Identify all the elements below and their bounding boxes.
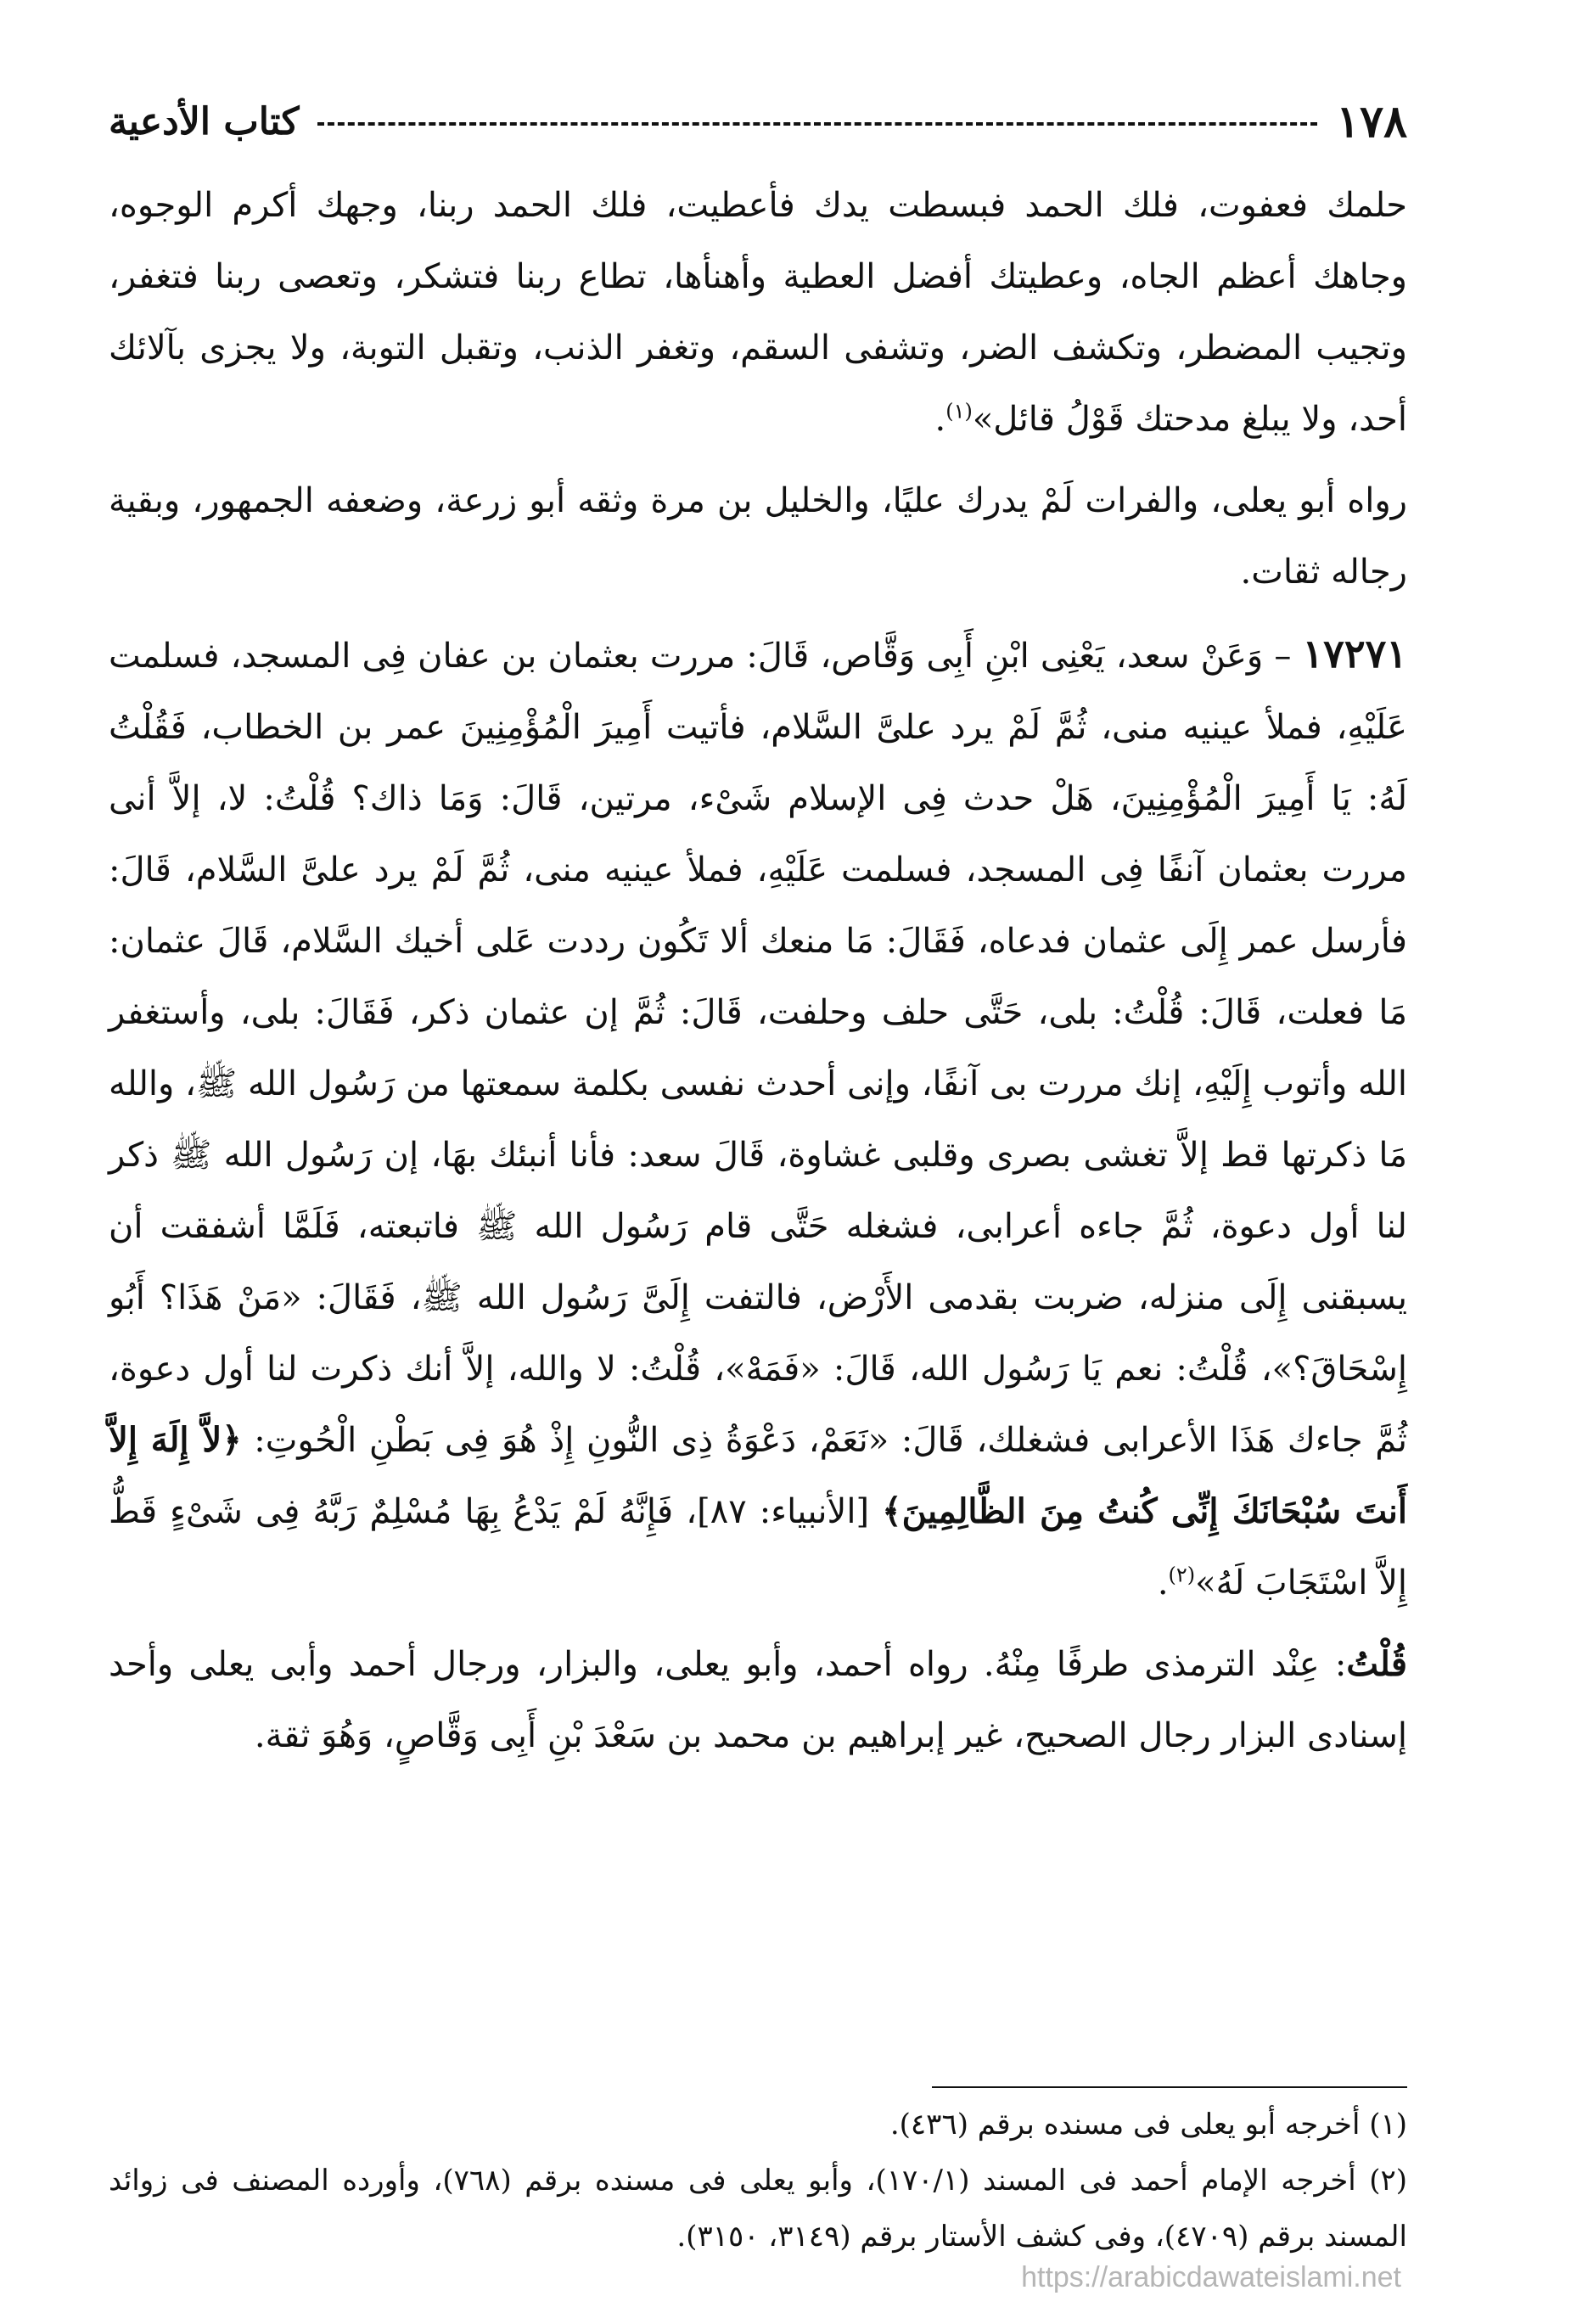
footnotes	[109, 2097, 1407, 2265]
commentary-label: قُلْتُ	[1346, 1644, 1407, 1684]
paragraph-text: حلمك فعفوت، فلك الحمد فبسطت يدك فأعطيت، فلك الحمد ربنا، وجهك أكرم الوجوه، وجاهك أعظم الجاه، وعطيتك أفضل العطية وأهنأها، تطاع ربنا فتشكر، وتعصى ربنا فتغفر، وتجيب المضطر، وتكشف الضر، وتشفى السقم، وتغفر الذنب، وتقبل التوبة، ولا يجزى بآلائك أحد، ولا يبلغ مدحتك قَوْلُ قائل»	[109, 186, 1407, 439]
quran-verse: ﴿لاَّ إِلَهَ إِلاَّ أَنتَ سُبْحَانَكَ إِنِّى كُنتُ مِنَ الظَّالِمِينَ﴾	[109, 1420, 1407, 1531]
footnote-1: (١) أخرجه أبو يعلى فى مسنده برقم (٤٣٦).	[889, 2108, 1407, 2142]
hadith-text: – وَعَنْ سعد، يَعْنِى ابْنِ أَبِى وَقَّاص، قَالَ: مررت بعثمان بن عفان فِى المسجد، فسلمت عَلَيْهِ، فملأ عينيه منى، ثُمَّ لَمْ يرد علىَّ السَّلام، فأتيت أَمِيرَ الْمُؤْمِنِينَ عمر بن الخطاب، فَقُلْتُ لَهُ: يَا أَمِيرَ الْمُؤْمِنِينَ، هَلْ حدث فِى الإسلام شَىْء، مرتين، قَالَ: وَمَا ذاك؟ قُلْتُ: لا، إلاَّ أنى مررت بعثمان آنفًا فِى المسجد، فسلمت عَلَيْهِ، فملأ عينيه منى، ثُمَّ لَمْ يرد علىَّ السَّلام، قَالَ: فأرسل عمر إِلَى عثمان فدعاه، فَقَالَ: مَا منعك ألا تَكُون رددت عَلى أخيك السَّلام، قَالَ عثمان: مَا فعلت، قَالَ: قُلْتُ: بلى، حَتَّى حلف وحلفت، قَالَ: ثُمَّ إن عثمان ذكر، فَقَالَ: بلى، وأستغفر الله وأتوب إِلَيْهِ، إنك مررت بى آنفًا، وإنى أحدث نفسى بكلمة سمعتها من رَسُول الله ﷺ، والله مَا ذكرتها قط إلاَّ تغشى بصرى وقلبى غشاوة، قَالَ سعد: فأنا أنبئك بهَا، إن رَسُول الله ﷺ ذكر لنا أول دعوة، ثُمَّ جاءه أعرابى، فشغله حَتَّى قام رَسُول الله ﷺ فاتبعته، فَلَمَّا أشفقت أن يسبقنى إِلَى منزله، ضربت بقدمى الأَرْض، فالتفت إِلَىَّ رَسُول الله ﷺ، فَقَالَ: «مَنْ هَذَا؟ أَبُو إِسْحَاقَ؟»، قُلْتُ: نعم يَا رَسُول الله، قَالَ: «فَمَهْ»، قُلْتُ: لا والله، إلاَّ أنك ذكرت لنا أول دعوة، ثُمَّ جاءك هَذَا الأعرابى فشغلك، قَالَ: «نَعَمْ، دَعْوَةُ ذِى النُّونِ إِذْ هُوَ فِى بَطْنِ الْحُوتِ:	[109, 637, 1407, 1460]
footnote-separator	[932, 2086, 1407, 2088]
footnote-ref-2: (٢)	[1168, 1563, 1196, 1587]
commentary-text: : عِنْد الترمذى طرفًا مِنْهُ. رواه أحمد، وأبو يعلى، والبزار، ورجال أحمد وأبى يعلى وأحد إسنادى البزار رجال الصحيح، غير إبراهيم بن محمد بن سَعْدَ بْنِ أَبِى وَقَّاصٍ، وَهُوَ ثقة.	[109, 1645, 1407, 1755]
footnote-2: (٢) أخرجه الإمام أحمد فى المسند (١٧٠/١)، وأبو يعلى فى مسنده برقم (٧٦٨)، وأورده المصنف فى زوائد المسند برقم (٤٧٠٩)، وفى كشف الأستار برقم (٣١٤٩، ٣١٥٠).	[109, 2164, 1408, 2254]
paragraph-supplication: حلمك فعفوت، فلك الحمد فبسطت يدك فأعطيت، فلك الحمد ربنا، وجهك أكرم الوجوه، وجاهك أعظم الجاه، وعطيتك أفضل العطية وأهنأها، تطاع ربنا فتشكر، وتعصى ربنا فتغفر، وتجيب المضطر، وتكشف الضر، وتشفى السقم، وتغفر الذنب، وتقبل التوبة، ولا يجزى بآلائك أحد، ولا يبلغ مدحتك قَوْلُ قائل»$^{(١)}$.	[109, 186, 1407, 439]
header-dashed-rule	[317, 122, 1317, 126]
footnote-ref-1: (١)	[945, 399, 973, 424]
page-number: ١٧٨	[1336, 95, 1407, 148]
chapter-title: كتاب الأدعية	[109, 99, 300, 143]
body-text	[109, 170, 1407, 1782]
hadith-text-end: [الأنبياء: ٨٧]، فَإِنَّهُ لَمْ يَدْعُ بِهَا مُسْلِمٌ رَبَّهُ فِى شَىْءٍ قَطُّ إِلاَّ اسْتَجَابَ لَهُ»	[109, 1492, 1407, 1603]
hadith-number: ١٧٢٧١	[1302, 631, 1407, 676]
paragraph-commentary	[109, 1629, 1407, 1771]
paragraph-hadith: ١٧٢٧١ – وَعَنْ سعد، يَعْنِى ابْنِ أَبِى وَقَّاص، قَالَ: مررت بعثمان بن عفان فِى المسجد، فسلمت عَلَيْهِ، فملأ عينيه منى، ثُمَّ لَمْ يرد علىَّ السَّلام، فأتيت أَمِيرَ الْمُؤْمِنِينَ عمر بن الخطاب، فَقُلْتُ لَهُ: يَا أَمِيرَ الْمُؤْمِنِينَ، هَلْ حدث فِى الإسلام شَىْء، مرتين، قَالَ: وَمَا ذاك؟ قُلْتُ: لا، إلاَّ أنى مررت بعثمان آنفًا فِى المسجد، فسلمت عَلَيْهِ، فملأ عينيه منى، ثُمَّ لَمْ يرد علىَّ السَّلام، قَالَ: فأرسل عمر إِلَى عثمان فدعاه، فَقَالَ: مَا منعك ألا تَكُون رددت عَلى أخيك السَّلام، قَالَ عثمان: مَا فعلت، قَالَ: قُلْتُ: بلى، حَتَّى حلف وحلفت، قَالَ: ثُمَّ إن عثمان ذكر، فَقَالَ: بلى، وأستغفر الله وأتوب إِلَيْهِ، إنك مررت بى آنفًا، وإنى أحدث نفسى بكلمة سمعتها من رَسُول الله ﷺ، والله مَا ذكرتها قط إلاَّ تغشى بصرى وقلبى غشاوة، قَالَ سعد: فأنا أنبئك بهَا، إن رَسُول الله ﷺ ذكر لنا أول دعوة، ثُمَّ جاءه أعرابى، فشغله حَتَّى قام رَسُول الله ﷺ فاتبعته، فَلَمَّا أشفقت أن يسبقنى إِلَى منزله، ضربت بقدمى الأَرْض، فالتفت إِلَىَّ رَسُول الله ﷺ، فَقَالَ: «مَنْ هَذَا؟ أَبُو إِسْحَاقَ؟»، قُلْتُ: نعم يَا رَسُول الله، قَالَ: «فَمَهْ»، قُلْتُ: لا والله، إلاَّ أنك ذكرت لنا أول دعوة، ثُمَّ جاءك هَذَا الأعرابى فشغلك، قَالَ: «نَعَمْ، دَعْوَةُ ذِى النُّونِ إِذْ هُوَ فِى بَطْنِ الْحُوتِ: ﴿لاَّ إِلَهَ إِلاَّ أَنتَ سُبْحَانَكَ إِنِّى كُنتُ مِنَ الظَّالِمِينَ﴾ [الأنبياء: ٨٧]، فَإِنَّهُ لَمْ يَدْعُ بِهَا مُسْلِمٌ رَبَّهُ فِى شَىْءٍ قَطُّ إِلاَّ اسْتَجَابَ لَهُ»$^{(٢)}$.	[109, 631, 1407, 1603]
watermark-url: https://arabicdawateislami.net	[1021, 2261, 1401, 2293]
page-header	[109, 92, 1407, 151]
paragraph-narration-note: رواه أبو يعلى، والفرات لَمْ يدرك عليًا، والخليل بن مرة وثقه أبو زرعة، وضعفه الجمهور، وبقية رجاله ثقات.	[109, 481, 1407, 592]
